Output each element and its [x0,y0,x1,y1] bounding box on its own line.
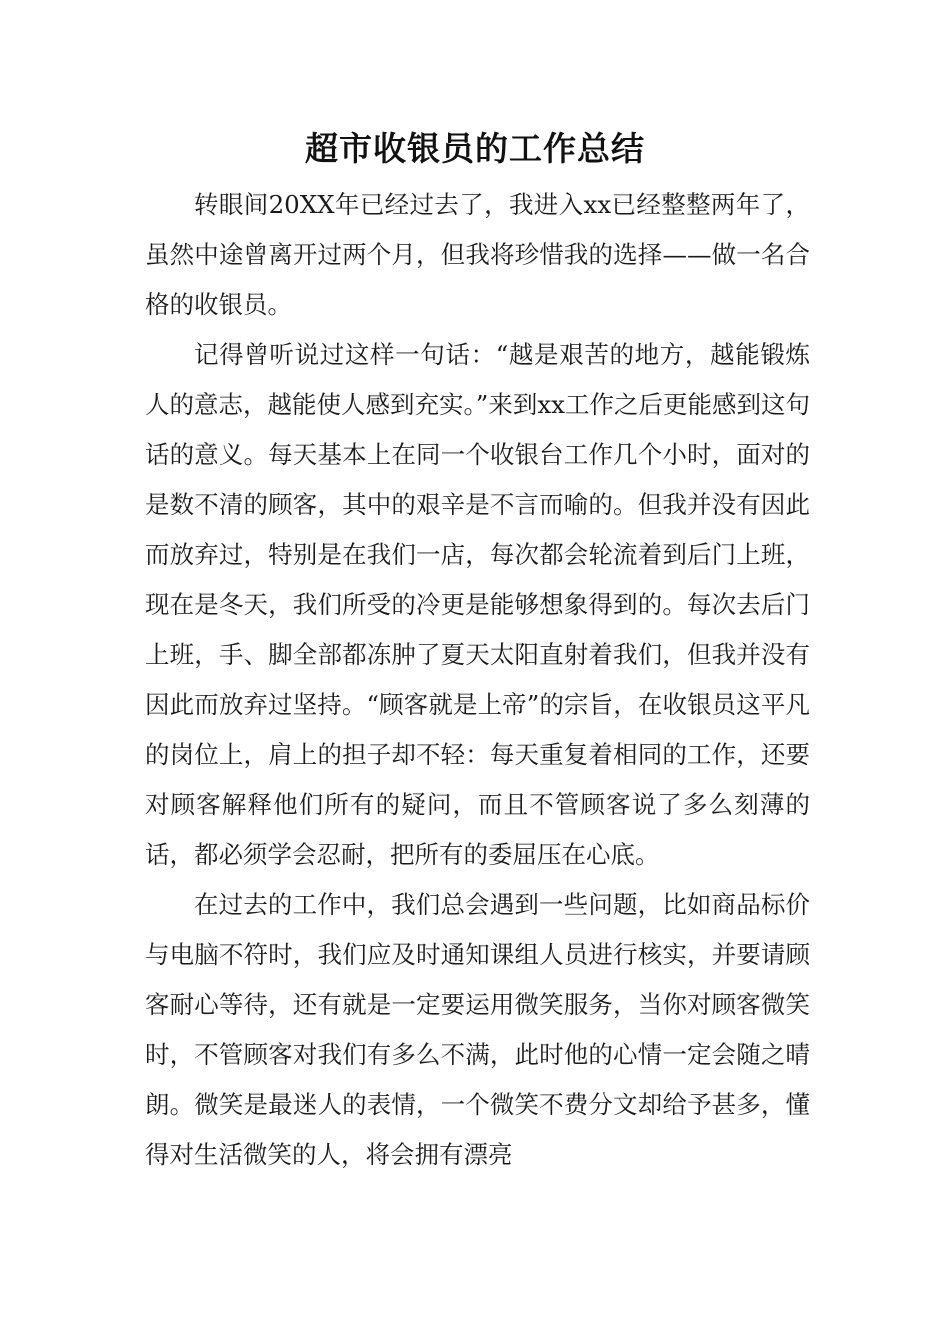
document-title: 超市收银员的工作总结 [305,129,645,168]
paragraph-2: 记得曾听说过这样一句话：“越是艰苦的地方，越能锻炼人的意志，越能使人感到充实。”来到xx工作之后更能感到这句话的意义。每天基本上在同一个收银台工作几个小时，面对的是数不清的顾客，其中的艰辛是不言而喻的。但我并没有因此而放弃过，特别是在我们一店，每次都会轮流着到后门上班，现在是冬天，我们所受的冷更是能够想象得到的。每次去后门上班，手、脚全部都冻肿了夏天太阳直射着我们，但我并没有因此而放弃过坚持。“顾客就是上帝”的宗旨，在收银员这平凡的岗位上，肩上的担子却不轻：每天重复着相同的工作，还要对顾客解释他们所有的疑问，而且不管顾客说了多么刻薄的话，都必须学会忍耐，把所有的委屈压在心底。 [145,340,810,869]
paragraph-1: 转眼间20XX年已经过去了，我进入xx已经整整两年了，虽然中途曾离开过两个月，但我将珍惜我的选择——做一名合格的收银员。 [145,190,810,319]
paragraph-3: 在过去的工作中，我们总会遇到一些问题，比如商品标价与电脑不符时，我们应及时通知课组人员进行核实，并要请顾客耐心等待，还有就是一定要运用微笑服务，当你对顾客微笑时，不管顾客对我们有多么不满，此时他的心情一定会随之晴朗。微笑是最迷人的表情，一个微笑不费分文却给予甚多，懂得对生活微笑的人，将会拥有漂亮 [145,890,810,1169]
document-body [145,180,810,1180]
